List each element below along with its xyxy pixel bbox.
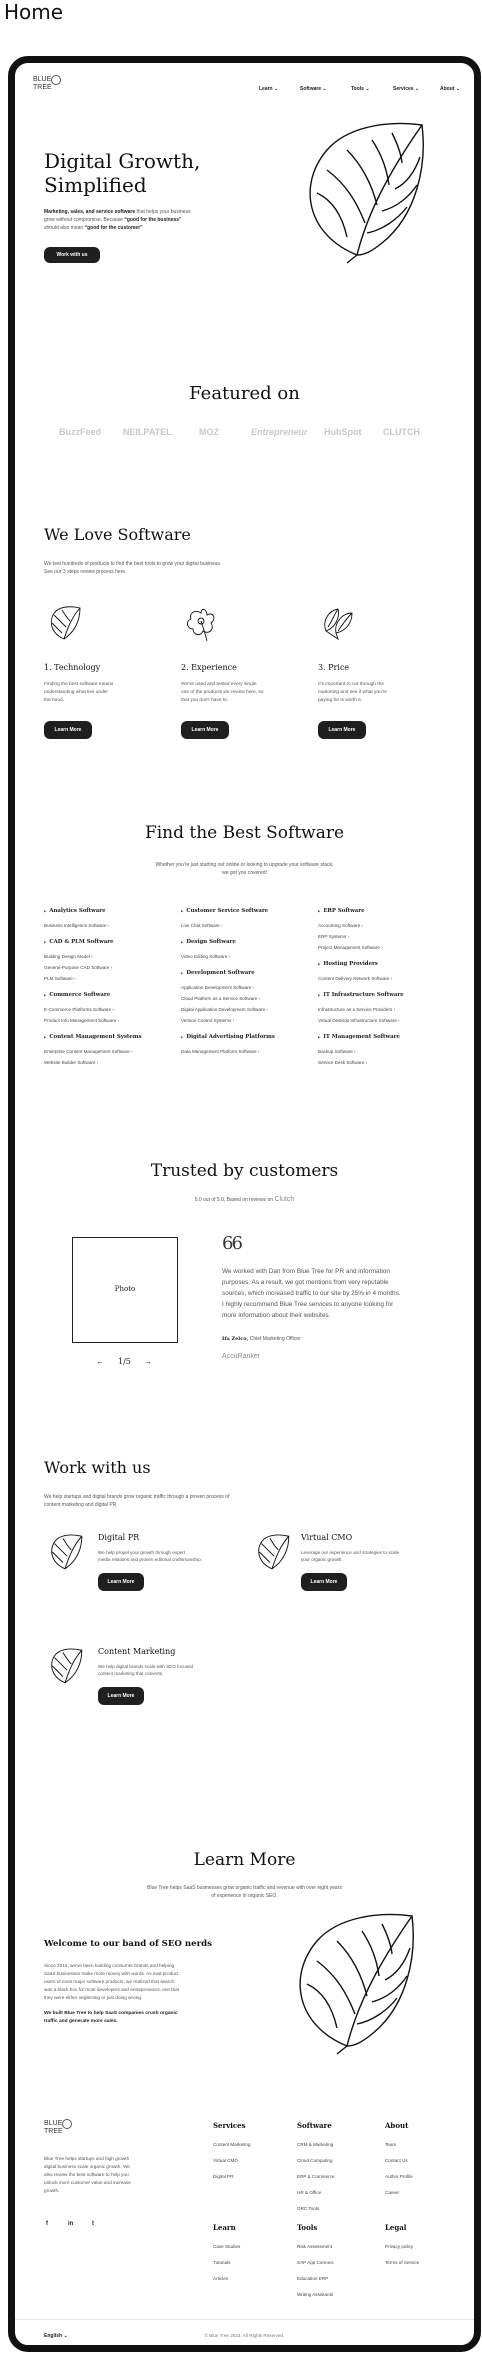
flower-icon xyxy=(181,603,221,643)
service-text-line: We help digital brands scale with SEO focused xyxy=(98,1664,194,1669)
footer-link[interactable]: Cloud Computing xyxy=(297,2158,333,2163)
category-link[interactable]: E-Commerce Platforms Software › xyxy=(44,1007,114,1012)
category-heading[interactable]: ▶ Commerce Software xyxy=(44,992,174,1004)
card-technology-l3: the hood. xyxy=(44,698,65,703)
hero-desc-bold1: Marketing, sales, and service software xyxy=(44,209,136,215)
logo-hubspot: HubSpot xyxy=(324,427,362,437)
category-link[interactable]: Live Chat Software › xyxy=(181,923,223,928)
category-heading[interactable]: ▶ Digital Advertising Platforms xyxy=(181,1034,311,1046)
category-heading[interactable]: ▶ CAD & PLM Software xyxy=(44,939,174,951)
hero-desc-1: that helps your business grow without compromise. Because xyxy=(44,209,191,223)
service-virtual-cmo xyxy=(251,1531,451,1611)
brand-line1: BLUE xyxy=(44,2120,63,2127)
footer-link[interactable]: Career xyxy=(385,2190,400,2195)
trusted-title: Trusted by customers xyxy=(150,1161,339,1181)
welcome-heading: Welcome to our band of SEO nerds xyxy=(44,1939,212,1949)
service-text xyxy=(98,1549,202,1563)
category-link[interactable]: Accounting Software › xyxy=(318,923,363,928)
category-heading[interactable]: ▶ Hosting Providers xyxy=(318,961,448,973)
virtual-cmo-learn-more-button[interactable]: Learn More xyxy=(301,1573,347,1591)
testimonial-quote xyxy=(222,1266,401,1321)
category-link[interactable]: Business Intelligence Software › xyxy=(44,923,110,928)
company-logo: AccuRanker xyxy=(222,1353,261,1360)
hero-desc-bold2: “good for the business” xyxy=(124,217,182,223)
category-link[interactable]: Infrastructure as a Service Providers › xyxy=(318,1007,396,1012)
find-title: Find the Best Software xyxy=(144,823,345,843)
card-technology-l2: understanding what lies under xyxy=(44,690,109,695)
bold-line: traffic and generate more sales. xyxy=(44,2019,118,2024)
service-text xyxy=(301,1549,399,1563)
tagline-line: also review the best software to help you xyxy=(44,2172,129,2177)
learn-title: Learn More xyxy=(193,1850,296,1870)
footer-link[interactable]: Virtual CMO xyxy=(213,2158,238,2163)
service-text-line: media relations and proven editorial craftsmanship. xyxy=(98,1557,202,1562)
hero-title-line1: Digital Growth, xyxy=(44,149,201,173)
logo-neilpatel: NEILPATEL xyxy=(123,427,172,437)
category-heading[interactable]: ▶ Content Management Systems xyxy=(44,1034,174,1046)
brand-logo[interactable] xyxy=(33,74,63,98)
work-with-us-button[interactable]: Work with us xyxy=(44,247,100,263)
language-select[interactable]: English ⌄ xyxy=(44,2333,68,2339)
footer-col-heading: Learn xyxy=(213,2223,236,2232)
footer-tagline xyxy=(44,2155,131,2195)
card-price-text xyxy=(318,681,387,705)
category-link[interactable]: Virtual Desktop Infrastructure Software › xyxy=(318,1018,400,1023)
category-link[interactable]: Project Management Software › xyxy=(318,945,383,950)
love-desc-line1: We test hundreds of products to find the best tools to grow your digital business. xyxy=(44,561,222,567)
category-link[interactable]: Video Editing Software › xyxy=(181,954,231,959)
footer-link[interactable]: Content Marketing xyxy=(213,2142,251,2147)
hero-description xyxy=(44,208,194,232)
author-name: Ifa Zelco, xyxy=(222,1336,249,1342)
software-column-3 xyxy=(318,908,448,1068)
facebook-icon[interactable]: f xyxy=(46,2221,48,2227)
work-description xyxy=(44,1493,229,1509)
nav-tools[interactable]: Tools ⌄ xyxy=(351,86,370,92)
card-price-l1: It's important to cut through the xyxy=(318,682,384,687)
testimonial-author xyxy=(222,1336,301,1342)
page-label: Home xyxy=(4,0,64,24)
author-role: Chief Marketing Officer xyxy=(249,1336,301,1342)
card-experience-text xyxy=(181,681,263,705)
logo-moz: MOZ xyxy=(199,427,219,437)
footer-divider xyxy=(15,2319,474,2320)
tagline-line: unlock more customer value and increase xyxy=(44,2180,131,2185)
category-link[interactable]: Enterprise Content Management Software › xyxy=(44,1049,133,1054)
footer-link[interactable]: Team xyxy=(385,2142,397,2147)
footer-col-software xyxy=(297,2121,334,2219)
tree-icon xyxy=(62,2119,72,2129)
learn-body xyxy=(44,1962,179,2002)
category-heading[interactable]: ▶ Customer Service Software xyxy=(181,908,311,920)
card-experience-l2: one of the products we review here, so xyxy=(181,690,264,695)
footer-link[interactable]: Education ERP xyxy=(297,2276,329,2281)
learn-leaf-illustration xyxy=(277,1906,427,2056)
service-digital-pr xyxy=(44,1531,244,1611)
find-desc-line2: we got you covered! xyxy=(222,870,267,876)
footer-link[interactable]: Digital PR xyxy=(213,2174,234,2179)
card-price-l2: marketing and see if what you're xyxy=(318,690,387,695)
nav-learn[interactable]: Learn ⌄ xyxy=(259,86,279,92)
category-link[interactable]: Product Info Management Software › xyxy=(44,1018,120,1023)
footer-col-heading: About xyxy=(385,2121,409,2130)
category-link[interactable]: PLM Software › xyxy=(44,976,76,981)
logo-buzzfeed: BuzzFeed xyxy=(59,427,102,437)
software-column-1 xyxy=(44,908,174,1068)
testimonial-photo xyxy=(72,1237,178,1343)
service-title: Digital PR xyxy=(98,1533,140,1542)
service-text-line: Leverage our experience and strategies to scale xyxy=(301,1550,400,1555)
hero-title-line2: Simplified xyxy=(44,173,147,197)
footer-brand-logo[interactable] xyxy=(44,2118,74,2142)
card-technology-title: 1. Technology xyxy=(44,663,101,672)
learn-desc-line1: Blue Tree helps SaaS businesses grow organic traffic and revenue with over eight years xyxy=(147,1885,342,1891)
footer-link[interactable]: GRC Tools xyxy=(297,2206,320,2211)
category-link[interactable]: Service Desk Software › xyxy=(318,1060,368,1065)
category-link[interactable]: Version Control Systems › xyxy=(181,1018,235,1023)
category-link[interactable]: Website Builder Software › xyxy=(44,1060,99,1065)
brand-line1: BLUE xyxy=(33,76,52,83)
footer-col-heading: Software xyxy=(297,2121,332,2130)
footer-link[interactable]: SAP App Connect xyxy=(297,2260,334,2265)
logo-clutch: CLUTCH xyxy=(383,427,420,437)
brand-line2: TREE xyxy=(44,2128,63,2135)
body-line: they were either neglecting or just doing wrong. xyxy=(44,1995,143,2000)
work-desc-line1: We help startups and digital brands grow organic traffic through a proven process of xyxy=(44,1494,230,1500)
love-title: We Love Software xyxy=(44,525,191,544)
find-description xyxy=(15,861,474,877)
footer-col-tools xyxy=(297,2223,334,2305)
category-link[interactable]: Digital Application Development Software › xyxy=(181,1007,268,1012)
category-heading[interactable]: ▶ Analytics Software xyxy=(44,908,174,920)
leaf-cluster-icon xyxy=(318,603,358,643)
work-desc-line2: content marketing and digital PR. xyxy=(44,1502,118,1508)
content-marketing-learn-more-button[interactable]: Learn More xyxy=(98,1687,144,1705)
category-link[interactable]: General-Purpose CAD Software › xyxy=(44,965,113,970)
card-experience-title: 2. Experience xyxy=(181,663,237,672)
category-link[interactable]: ERP Systems › xyxy=(318,934,350,939)
body-line: users of most major software products, we realized that search xyxy=(44,1979,175,1984)
card-experience-l3: that you don't have to. xyxy=(181,698,229,703)
card-technology-text xyxy=(44,681,113,705)
bold-line: We built Blue Tree to help SaaS companies crush organic xyxy=(44,2011,178,2016)
quote-mark-icon: 66 xyxy=(222,1233,241,1254)
learn-desc-line2: of experience in organic SEO. xyxy=(211,1893,278,1899)
footer-link[interactable]: Case Studies xyxy=(213,2244,241,2249)
category-heading[interactable]: ▶ Development Software xyxy=(181,970,311,982)
hero-desc-bold3: “good for the customer” xyxy=(84,225,143,231)
footer-link[interactable]: Writing Assistants xyxy=(297,2292,334,2297)
hero-desc-2: should also mean xyxy=(44,225,85,231)
work-title: Work with us xyxy=(44,1458,151,1477)
tagline-line: digital business scale organic growth. We xyxy=(44,2164,130,2169)
nav-software[interactable]: Software ⌄ xyxy=(300,86,327,92)
love-desc-line2: See our 3 steps review process here. xyxy=(44,569,127,575)
footer-col-services xyxy=(213,2121,251,2187)
leaf-icon xyxy=(44,1531,86,1573)
rating-line xyxy=(15,1196,474,1204)
footer-link[interactable]: Contact Us xyxy=(385,2158,408,2163)
body-line: SaaS businesses make more money with words. As avid product xyxy=(44,1971,179,1976)
device-frame xyxy=(8,56,481,2352)
service-text-line: your organic growth. xyxy=(301,1557,343,1562)
hero-leaf-illustration xyxy=(287,115,437,265)
technology-learn-more-button[interactable]: Learn More xyxy=(44,721,92,739)
leaf-icon xyxy=(44,1645,86,1687)
tree-icon xyxy=(51,75,61,85)
footer-link[interactable]: ERP & Commerce xyxy=(297,2174,335,2179)
category-link[interactable]: Content Delivery Network Software › xyxy=(318,976,393,981)
rating-source[interactable]: Clutch xyxy=(274,1196,295,1203)
nav-about[interactable]: About ⌄ xyxy=(440,86,461,92)
hero-title xyxy=(44,149,200,197)
category-link[interactable]: Backup Software › xyxy=(318,1049,356,1054)
photo-placeholder-label: Photo xyxy=(114,1285,136,1293)
card-price-title: 3. Price xyxy=(318,663,350,672)
card-technology-l1: Finding the best software means xyxy=(44,682,114,687)
service-text-line: content marketing that converts. xyxy=(98,1671,164,1676)
card-experience xyxy=(181,603,301,763)
pager-count: 1/5 xyxy=(118,1357,131,1366)
category-heading[interactable]: ▶ IT Infrastructure Software xyxy=(318,992,448,1004)
quote-line: purposes. As a result, we got mentions from very reputable xyxy=(222,1279,389,1286)
footer-col-heading: Tools xyxy=(297,2223,318,2232)
card-price-l3: paying for is worth it. xyxy=(318,698,362,703)
software-column-2 xyxy=(181,908,311,1057)
service-text-line: We help propel your growth through expert xyxy=(98,1550,185,1555)
body-line: was a black box for most developers and entrepreneurs; one that xyxy=(44,1987,179,1992)
footer-link[interactable]: CRM & Marketing xyxy=(297,2142,334,2147)
quote-line: I highly recommend Blue Tree services to anyone looking for xyxy=(222,1301,394,1308)
footer-link[interactable]: Risk Assessment xyxy=(297,2244,332,2249)
body-line: Since 2016, we've been building consumer brands and helping xyxy=(44,1963,175,1968)
service-title: Virtual CMO xyxy=(301,1533,353,1542)
featured-title: Featured on xyxy=(189,383,300,404)
tagline-line: Blue Tree helps startups and high growth xyxy=(44,2156,130,2161)
tagline-line: growth. xyxy=(44,2188,60,2193)
find-desc-line1: Whether you're just starting out online or looking to upgrade your software stack, xyxy=(155,862,334,868)
twitter-icon[interactable]: t xyxy=(92,2221,94,2227)
footer-link[interactable]: Privacy policy xyxy=(385,2244,414,2249)
learn-description xyxy=(15,1884,474,1900)
service-text xyxy=(98,1663,193,1677)
leaf-icon xyxy=(44,603,84,643)
footer-link[interactable]: Articles xyxy=(213,2276,229,2281)
category-link[interactable]: Cloud Platform as a Service Software › xyxy=(181,996,261,1001)
rating-prefix: 5.0 out of 5.0. Based on reviews on xyxy=(194,1197,274,1203)
card-experience-l1: We've used and tested every single xyxy=(181,682,257,687)
price-learn-more-button[interactable]: Learn More xyxy=(318,721,366,739)
service-title: Content Marketing xyxy=(98,1647,176,1656)
footer-col-heading: Legal xyxy=(385,2223,407,2232)
footer-link[interactable]: HR & Office xyxy=(297,2190,322,2195)
quote-line: sources, which increased traffic to our site by 25% in 4 months. xyxy=(222,1290,401,1297)
category-link[interactable]: Building Design Model › xyxy=(44,954,93,959)
category-heading[interactable]: ▶ Design Software xyxy=(181,939,311,951)
prev-arrow-icon[interactable]: ← xyxy=(96,1357,104,1366)
footer-link[interactable]: Terms of Service xyxy=(385,2260,420,2265)
quote-line: We worked with Dan from Blue Tree for PR and information xyxy=(222,1268,390,1275)
category-heading[interactable]: ▶ ERP Software xyxy=(318,908,448,920)
copyright: © Blue Tree 2023. All Rights Reserved. xyxy=(204,2333,285,2338)
linkedin-icon[interactable]: in xyxy=(68,2221,74,2227)
category-link[interactable]: Data Management Platform Software › xyxy=(181,1049,260,1054)
experience-learn-more-button[interactable]: Learn More xyxy=(181,721,229,739)
category-link[interactable]: Application Development Software › xyxy=(181,985,255,990)
footer-link[interactable]: Tutorials xyxy=(213,2260,231,2265)
leaf-icon xyxy=(251,1531,293,1573)
footer-col-about xyxy=(385,2121,413,2203)
learn-bold-statement xyxy=(44,2010,178,2026)
footer-col-legal xyxy=(385,2223,419,2273)
footer-col-learn xyxy=(213,2223,240,2289)
brand-line2: TREE xyxy=(33,84,52,91)
digital-pr-learn-more-button[interactable]: Learn More xyxy=(98,1573,144,1591)
logo-entrepreneur: Entrepreneur xyxy=(251,427,308,437)
card-technology xyxy=(44,603,154,763)
category-heading[interactable]: ▶ IT Management Software xyxy=(318,1034,448,1046)
service-content-marketing xyxy=(44,1645,244,1725)
quote-line: more information about their websites. xyxy=(222,1312,331,1319)
next-arrow-icon[interactable]: → xyxy=(144,1357,152,1366)
nav-services[interactable]: Services ⌄ xyxy=(393,86,420,92)
footer-col-heading: Services xyxy=(213,2121,246,2130)
footer-link[interactable]: Author Profile xyxy=(385,2174,413,2179)
card-price xyxy=(318,603,438,763)
love-description xyxy=(44,560,221,576)
